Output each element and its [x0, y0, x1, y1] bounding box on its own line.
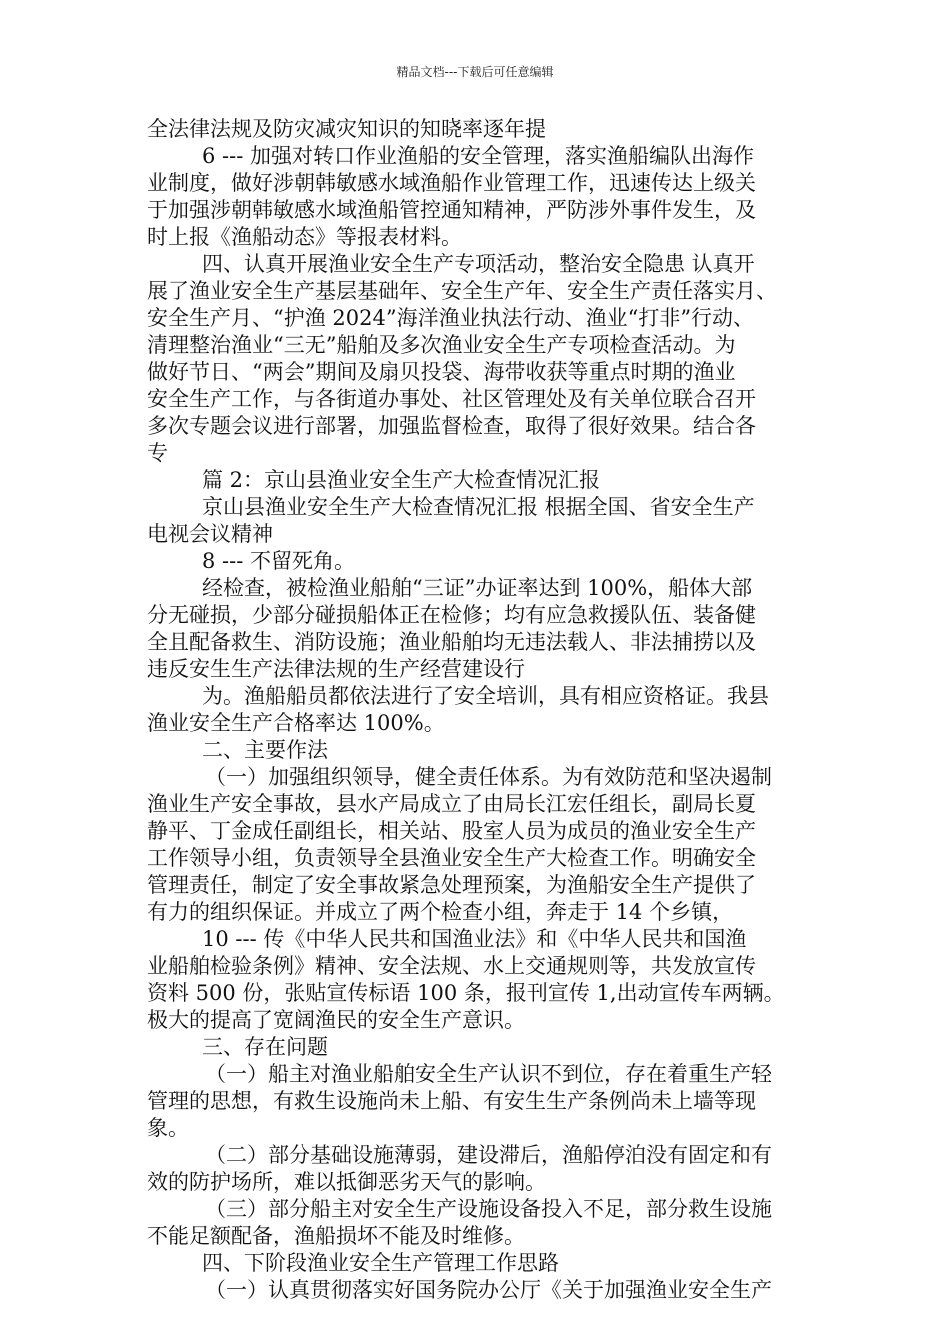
text-line: （一）船主对渔业船舶安全生产认识不到位，存在着重生产轻: [205, 1062, 772, 1086]
text-line: 篇 2：京山县渔业安全生产大检查情况汇报: [202, 468, 601, 492]
document-body: [147, 116, 811, 1304]
text-line: 于加强涉朝韩敏感水域渔船管控通知精神，严防涉外事件发生，及: [147, 198, 756, 222]
text-line: 经检查，被检渔业船舶“三证”办证率达到 100%，船体大部: [202, 576, 753, 600]
text-line: 二、主要作法: [202, 738, 328, 762]
text-line: 多次专题会议进行部署，加强监督检查，取得了很好效果。结合各: [147, 414, 756, 438]
text-line: 资料 500 份，张贴宣传标语 100 条，报刊宣传 1,出动宣传车两辆。: [147, 981, 785, 1005]
text-line: 有力的组织保证。并成立了两个检查小组，奔走于 14 个乡镇，: [147, 900, 734, 924]
text-line: 全法律法规及防灾减灾知识的知晓率逐年提: [147, 117, 546, 141]
text-line: 渔业生产安全事故，县水产局成立了由局长江宏任组长，副局长夏: [147, 792, 756, 816]
text-line: 工作领导小组，负责领导全县渔业安全生产大检查工作。明确安全: [147, 846, 756, 870]
text-line: （一）认真贯彻落实好国务院办公厅《关于加强渔业安全生产: [205, 1278, 772, 1302]
text-line: 静平、丁金成任副组长，相关站、股室人员为成员的渔业安全生产: [147, 819, 756, 843]
text-line: 做好节日、“两会”期间及扇贝投袋、海带收获等重点时期的渔业: [147, 360, 736, 384]
text-line: 展了渔业安全生产基层基础年、安全生产年、安全生产责任落实月、: [147, 279, 777, 303]
text-line: 四、认真开展渔业安全生产专项活动，整治安全隐患 认真开: [202, 252, 755, 276]
text-line: 渔业安全生产合格率达 100%。: [147, 711, 445, 735]
text-line: 京山县渔业安全生产大检查情况汇报 根据全国、省安全生产: [202, 495, 755, 519]
text-line: 四、下阶段渔业安全生产管理工作思路: [202, 1251, 559, 1275]
text-line: 全且配备救生、消防设施；渔业船舶均无违法载人、非法捕捞以及: [147, 630, 756, 654]
text-line: 为。渔船船员都依法进行了安全培训，具有相应资格证。我县: [202, 684, 769, 708]
text-line: 不能足额配备，渔船损坏不能及时维修。: [147, 1224, 525, 1248]
text-line: （一）加强组织领导，健全责任体系。为有效防范和坚决遏制: [205, 765, 772, 789]
text-line: （二）部分基础设施薄弱，建设滞后，渔船停泊没有固定和有: [205, 1143, 772, 1167]
text-line: 安全生产工作，与各街道办事处、社区管理处及有关单位联合召开: [147, 387, 756, 411]
text-line: 8 --- 不留死角。: [202, 549, 355, 573]
text-line: 效的防护场所，难以抵御恶劣天气的影响。: [147, 1170, 546, 1194]
text-line: 极大的提高了宽阔渔民的安全生产意识。: [147, 1008, 525, 1032]
text-line: 分无碰损，少部分碰损船体正在检修；均有应急救援队伍、装备健: [147, 603, 756, 627]
text-line: 电视会议精神: [147, 522, 273, 546]
text-line: 安全生产月、“护渔 2024”海洋渔业执法行动、渔业“打非”行动、: [147, 306, 755, 330]
text-line: 业制度，做好涉朝韩敏感水域渔船作业管理工作，迅速传达上级关: [147, 171, 756, 195]
text-line: 管理的思想，有救生设施尚未上船、有安生生产条例尚未上墙等现: [147, 1089, 756, 1113]
text-line: 管理责任，制定了安全事故紧急处理预案，为渔船安全生产提供了: [147, 873, 756, 897]
text-line: （三）部分船主对安全生产设施设备投入不足，部分救生设施: [205, 1197, 772, 1221]
text-line: 象。: [147, 1116, 189, 1140]
page-header: 精品文档---下载后可任意编辑: [396, 65, 554, 79]
text-line: 三、存在问题: [202, 1035, 328, 1059]
text-line: 业船舶检验条例》精神、安全法规、水上交通规则等，共发放宣传: [147, 954, 756, 978]
text-line: 时上报《渔船动态》等报表材料。: [147, 225, 462, 249]
text-line: 专: [147, 441, 168, 465]
text-line: 10 --- 传《中华人民共和国渔业法》和《中华人民共和国渔: [202, 927, 747, 951]
text-line: 违反安生生产法律法规的生产经营建设行: [147, 657, 525, 681]
text-line: 6 --- 加强对转口作业渔船的安全管理，落实渔船编队出海作: [202, 144, 754, 168]
text-line: 清理整治渔业“三无”船舶及多次渔业安全生产专项检查活动。为: [147, 333, 736, 357]
